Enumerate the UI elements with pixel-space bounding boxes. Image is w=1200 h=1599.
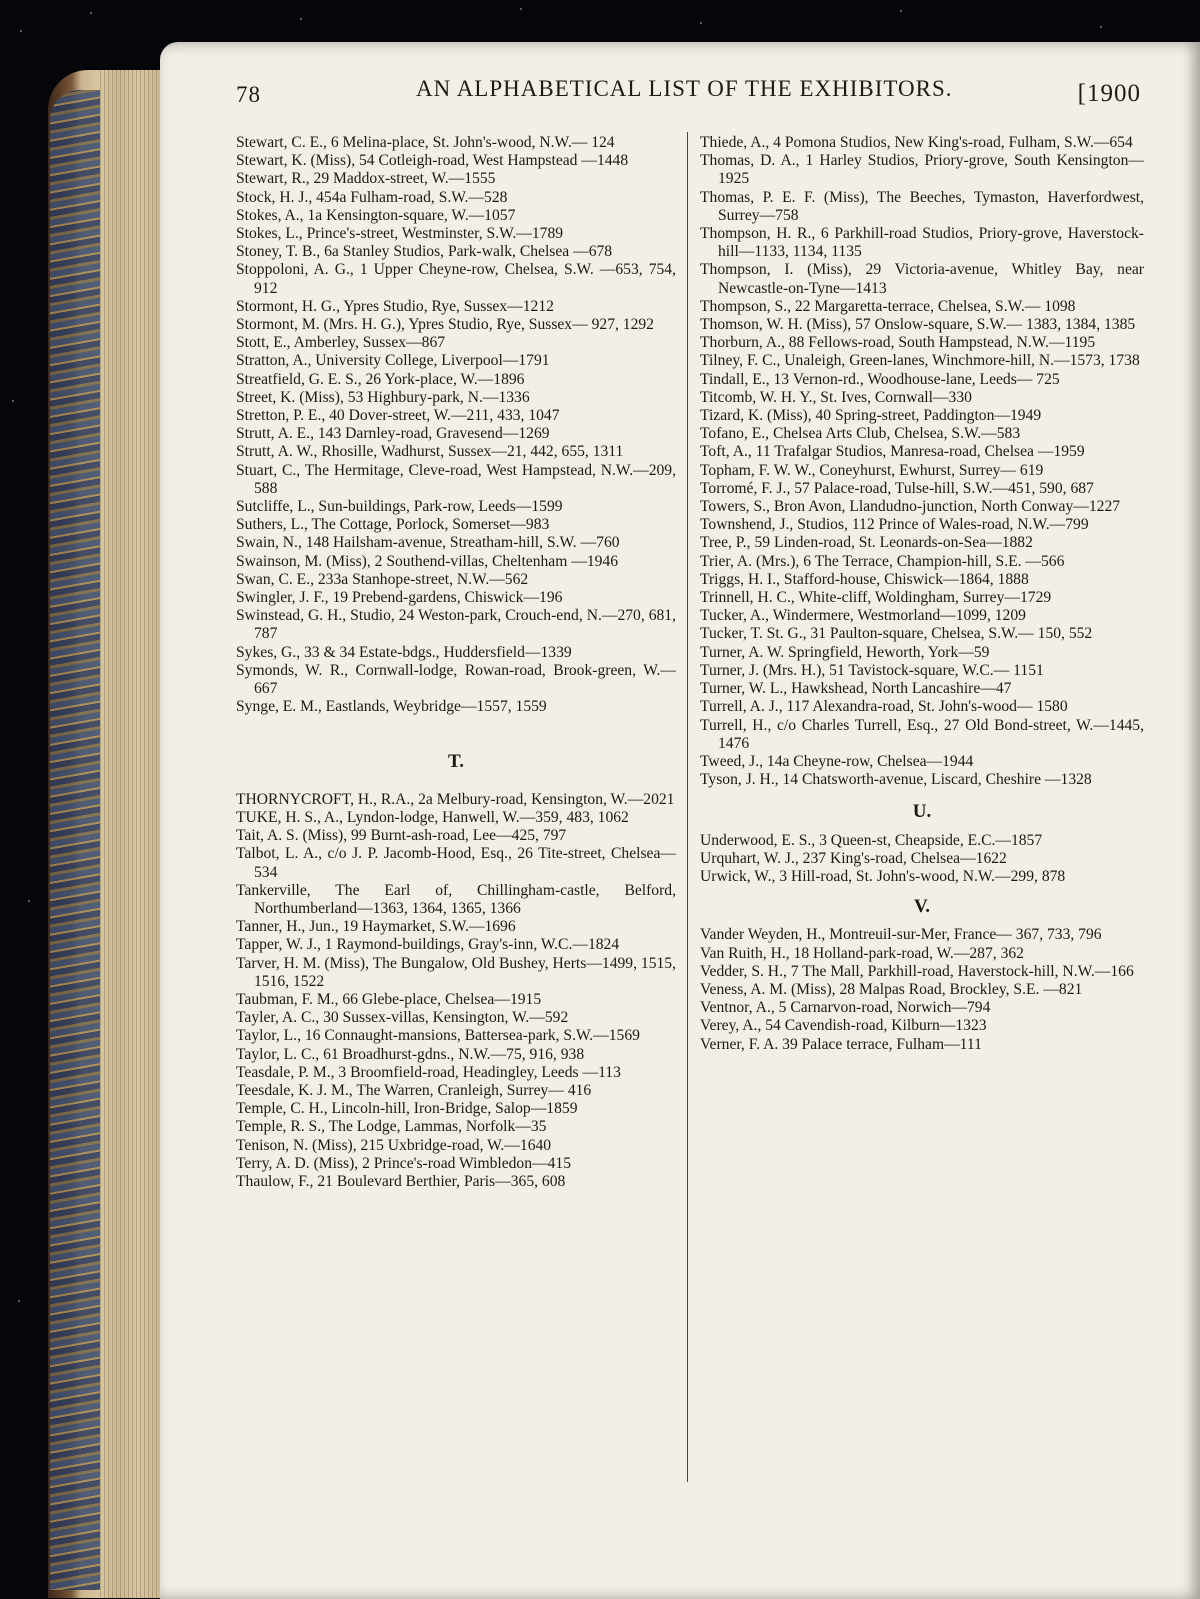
- exhibitor-entry: Teasdale, P. M., 3 Broomfield-road, Headingley, Leeds —113: [236, 1063, 621, 1081]
- exhibitor-entry: Tucker, T. St. G., 31 Paulton-square, Chelsea, S.W.— 150, 552: [700, 625, 1093, 643]
- exhibitor-entry: Thomson, W. H. (Miss), 57 Onslow-square, S.W.— 1383, 1384, 1385: [700, 316, 1136, 334]
- exhibitor-entry: Stormont, H. G., Ypres Studio, Rye, Sussex—1212: [236, 297, 554, 315]
- book-page: [160, 42, 1200, 1599]
- exhibitor-entry: Turner, J. (Mrs. H.), 51 Tavistock-square, W.C.— 1151: [700, 661, 1044, 679]
- exhibitor-entry: Verner, F. A. 39 Palace terrace, Fulham—111: [700, 1035, 982, 1053]
- exhibitor-entry: Topham, F. W. W., Coneyhurst, Ewhurst, Surrey— 619: [700, 461, 1044, 479]
- exhibitor-entry: Taubman, F. M., 66 Glebe-place, Chelsea—1915: [236, 990, 542, 1008]
- exhibitor-entry: Streatfield, G. E. S., 26 York-place, W.—1896: [236, 370, 525, 388]
- exhibitor-entry: Tait, A. S. (Miss), 99 Burnt-ash-road, Lee—425, 797: [236, 827, 567, 845]
- exhibitor-entry: Veness, A. M. (Miss), 28 Malpas Road, Brockley, S.E. —821: [700, 980, 1083, 998]
- exhibitor-entry: Towers, S., Bron Avon, Llandudno-junction, North Conway—1227: [700, 498, 1121, 516]
- exhibitor-entry: Tarver, H. M. (Miss), The Bungalow, Old Bushey, Herts—1499, 1515, 1516, 1522: [236, 954, 676, 990]
- exhibitor-entry: Stokes, L., Prince's-street, Westminster, S.W.—1789: [236, 225, 564, 243]
- exhibitor-entry: Tayler, A. C., 30 Sussex-villas, Kensington, W.—592: [236, 1009, 569, 1027]
- exhibitor-entry: Tree, P., 59 Linden-road, St. Leonards-on-Sea—1882: [700, 534, 1033, 552]
- exhibitor-entry: Tyson, J. H., 14 Chatsworth-avenue, Liscard, Cheshire —1328: [700, 771, 1092, 789]
- exhibitor-entry: Swinstead, G. H., Studio, 24 Weston-park, Crouch-end, N.—270, 681, 787: [236, 607, 676, 643]
- exhibitor-entry: Tindall, E., 13 Vernon-rd., Woodhouse-lane, Leeds— 725: [700, 370, 1060, 388]
- exhibitor-entry: Thomas, D. A., 1 Harley Studios, Priory-grove, South Kensington—1925: [700, 152, 1144, 188]
- exhibitor-entry: Street, K. (Miss), 53 Highbury-park, N.—1336: [236, 388, 530, 406]
- exhibitor-entry: Sutcliffe, L., Sun-buildings, Park-row, Leeds—1599: [236, 498, 563, 516]
- exhibitor-entry: Talbot, L. A., c/o J. P. Jacomb-Hood, Esq., 26 Tite-street, Chelsea—534: [236, 845, 676, 881]
- exhibitor-entry: Taylor, L., 16 Connaught-mansions, Battersea-park, S.W.—1569: [236, 1027, 640, 1045]
- exhibitor-entry: Suthers, L., The Cottage, Porlock, Somerset—983: [236, 516, 550, 534]
- marbled-edge: [50, 90, 100, 1590]
- exhibitor-entry: Stuart, C., The Hermitage, Cleve-road, West Hampstead, N.W.—209, 588: [236, 461, 676, 497]
- exhibitor-entry: Stoney, T. B., 6a Stanley Studios, Park-walk, Chelsea —678: [236, 243, 613, 261]
- exhibitor-entry: Thaulow, F., 21 Boulevard Berthier, Paris—365, 608: [236, 1172, 566, 1190]
- exhibitor-entry: TUKE, H. S., A., Lyndon-lodge, Hanwell, W.—359, 483, 1062: [236, 808, 629, 826]
- exhibitor-entry: Swainson, M. (Miss), 2 Southend-villas, Cheltenham —1946: [236, 552, 619, 570]
- exhibitor-entry: Stretton, P. E., 40 Dover-street, W.—211, 433, 1047: [236, 407, 560, 425]
- exhibitor-entry: Swan, C. E., 233a Stanhope-street, N.W.—562: [236, 570, 529, 588]
- exhibitor-entry: Townshend, J., Studios, 112 Prince of Wales-road, N.W.—799: [700, 516, 1089, 534]
- exhibitor-entry: Symonds, W. R., Cornwall-lodge, Rowan-road, Brook-green, W.—667: [236, 661, 676, 698]
- exhibitor-entry: Urwick, W., 3 Hill-road, St. John's-wood, N.W.—299, 878: [700, 867, 1066, 885]
- exhibitor-entry: THORNYCROFT, H., R.A., 2a Melbury-road, Kensington, W.—2021: [236, 790, 675, 808]
- exhibitor-entry: Urquhart, W. J., 237 King's-road, Chelsea—1622: [700, 849, 1007, 867]
- exhibitor-entry: Turner, W. L., Hawkshead, North Lancashire—47: [700, 680, 1012, 698]
- left-column: [236, 134, 676, 1191]
- exhibitor-entry: Thompson, S., 22 Margaretta-terrace, Chelsea, S.W.— 1098: [700, 297, 1076, 315]
- exhibitor-entry: Thompson, H. R., 6 Parkhill-road Studios, Priory-grove, Haverstock-hill—1133, 1134, 1135: [700, 225, 1144, 261]
- exhibitor-entry: Trinnell, H. C., White-cliff, Woldingham, Surrey—1729: [700, 589, 1052, 607]
- exhibitor-entry: Turrell, A. J., 117 Alexandra-road, St. John's-wood— 1580: [700, 698, 1068, 716]
- exhibitor-entry: Ventnor, A., 5 Carnarvon-road, Norwich—794: [700, 999, 991, 1017]
- exhibitor-entry: Stewart, K. (Miss), 54 Cotleigh-road, West Hampstead —1448: [236, 152, 629, 170]
- section-heading: T.: [447, 750, 464, 772]
- running-title: AN ALPHABETICAL LIST OF THE EXHIBITORS.: [416, 76, 953, 101]
- exhibitor-entry: Underwood, E. S., 3 Queen-st, Cheapside, E.C.—1857: [700, 831, 1043, 849]
- exhibitor-entry: Turrell, H., c/o Charles Turrell, Esq., 27 Old Bond-street, W.—1445, 1476: [700, 716, 1144, 752]
- exhibitor-entry: Triggs, H. I., Stafford-house, Chiswick—1864, 1888: [700, 570, 1029, 588]
- exhibitor-entry: Strutt, A. W., Rhosille, Wadhurst, Sussex—21, 442, 655, 1311: [236, 443, 624, 461]
- exhibitor-entry: Vander Weyden, H., Montreuil-sur-Mer, France— 367, 733, 796: [700, 926, 1102, 944]
- exhibitor-entry: Tenison, N. (Miss), 215 Uxbridge-road, W.—1640: [236, 1136, 552, 1154]
- exhibitor-entry: Thiede, A., 4 Pomona Studios, New King's-road, Fulham, S.W.—654: [700, 134, 1133, 151]
- exhibitor-entry: Taylor, L. C., 61 Broadhurst-gdns., N.W.—75, 916, 938: [236, 1045, 585, 1063]
- exhibitor-entry: Stoppoloni, A. G., 1 Upper Cheyne-row, Chelsea, S.W. —653, 754, 912: [236, 261, 676, 297]
- exhibitor-entry: Stormont, M. (Mrs. H. G.), Ypres Studio, Rye, Sussex— 927, 1292: [236, 316, 654, 334]
- exhibitor-entry: Stott, E., Amberley, Sussex—867: [236, 334, 446, 352]
- exhibitor-entry: Temple, R. S., The Lodge, Lammas, Norfolk—35: [236, 1118, 547, 1136]
- exhibitor-entry: Sykes, G., 33 & 34 Estate-bdgs., Huddersfield—1339: [236, 643, 572, 661]
- year-marker: [1900: [1077, 80, 1141, 107]
- exhibitor-entry: Tizard, K. (Miss), 40 Spring-street, Paddington—1949: [700, 407, 1042, 425]
- exhibitor-entry: Teesdale, K. J. M., The Warren, Cranleigh, Surrey— 416: [236, 1081, 592, 1099]
- exhibitor-entry: Tweed, J., 14a Cheyne-row, Chelsea—1944: [700, 752, 974, 770]
- exhibitor-entry: Stock, H. J., 454a Fulham-road, S.W.—528: [236, 188, 508, 206]
- exhibitor-entry: Thompson, I. (Miss), 29 Victoria-avenue, Whitley Bay, near Newcastle-on-Tyne—1413: [700, 261, 1144, 297]
- exhibitor-entry: Toft, A., 11 Trafalgar Studios, Manresa-road, Chelsea —1959: [700, 443, 1085, 461]
- page-header: [236, 76, 1141, 116]
- page-number: 78: [236, 82, 261, 107]
- exhibitor-entry: Thomas, P. E. F. (Miss), The Beeches, Tymaston, Haverfordwest, Surrey—758: [700, 188, 1144, 224]
- exhibitor-entry: Temple, C. H., Lincoln-hill, Iron-Bridge, Salop—1859: [236, 1100, 578, 1118]
- exhibitor-entry: Tanner, H., Jun., 19 Haymarket, S.W.—1696: [236, 918, 516, 936]
- exhibitor-entry: Tilney, F. C., Unaleigh, Green-lanes, Winchmore-hill, N.—1573, 1738: [700, 352, 1140, 370]
- exhibitor-entry: Turner, A. W. Springfield, Heworth, York—59: [700, 643, 990, 661]
- section-heading: U.: [912, 801, 932, 823]
- exhibitor-entry: Stewart, C. E., 6 Melina-place, St. John's-wood, N.W.— 124: [236, 134, 615, 151]
- exhibitor-entry: Titcomb, W. H. Y., St. Ives, Cornwall—330: [700, 388, 972, 406]
- exhibitor-entry: Tankerville, The Earl of, Chillingham-castle, Belford, Northumberland—1363, 1364, 1365, 1366: [236, 881, 676, 917]
- exhibitor-entry: Tapper, W. J., 1 Raymond-buildings, Gray's-inn, W.C.—1824: [236, 936, 620, 954]
- exhibitor-entry: Swingler, J. F., 19 Prebend-gardens, Chiswick—196: [236, 589, 563, 607]
- exhibitor-entry: Vedder, S. H., 7 The Mall, Parkhill-road, Haverstock-hill, N.W.—166: [700, 962, 1134, 980]
- column-divider: [687, 132, 688, 1482]
- section-heading: V.: [913, 896, 931, 918]
- exhibitor-entry: Stratton, A., University College, Liverpool—1791: [236, 352, 550, 370]
- right-column: [700, 134, 1144, 1054]
- exhibitor-entry: Torromé, F. J., 57 Palace-road, Tulse-hill, S.W.—451, 590, 687: [700, 479, 1094, 497]
- exhibitor-entry: Synge, E. M., Eastlands, Weybridge—1557, 1559: [236, 698, 547, 716]
- exhibitor-entry: Stokes, A., 1a Kensington-square, W.—1057: [236, 206, 516, 224]
- exhibitor-entry: Strutt, A. E., 143 Darnley-road, Gravesend—1269: [236, 425, 550, 443]
- exhibitor-entry: Trier, A. (Mrs.), 6 The Terrace, Champion-hill, S.E. —566: [700, 552, 1065, 570]
- exhibitor-entry: Terry, A. D. (Miss), 2 Prince's-road Wimbledon—415: [236, 1154, 572, 1172]
- exhibitor-entry: Stewart, R., 29 Maddox-street, W.—1555: [236, 170, 496, 188]
- exhibitor-entry: Tucker, A., Windermere, Westmorland—1099, 1209: [700, 607, 1026, 625]
- exhibitor-entry: Verey, A., 54 Cavendish-road, Kilburn—1323: [700, 1017, 987, 1035]
- exhibitor-entry: Van Ruith, H., 18 Holland-park-road, W.—287, 362: [700, 944, 1024, 962]
- exhibitor-entry: Tofano, E., Chelsea Arts Club, Chelsea, S.W.—583: [700, 425, 1021, 443]
- exhibitor-entry: Swain, N., 148 Hailsham-avenue, Streatham-hill, S.W. —760: [236, 534, 620, 552]
- exhibitor-entry: Thorburn, A., 88 Fellows-road, South Hampstead, N.W.—1195: [700, 334, 1096, 352]
